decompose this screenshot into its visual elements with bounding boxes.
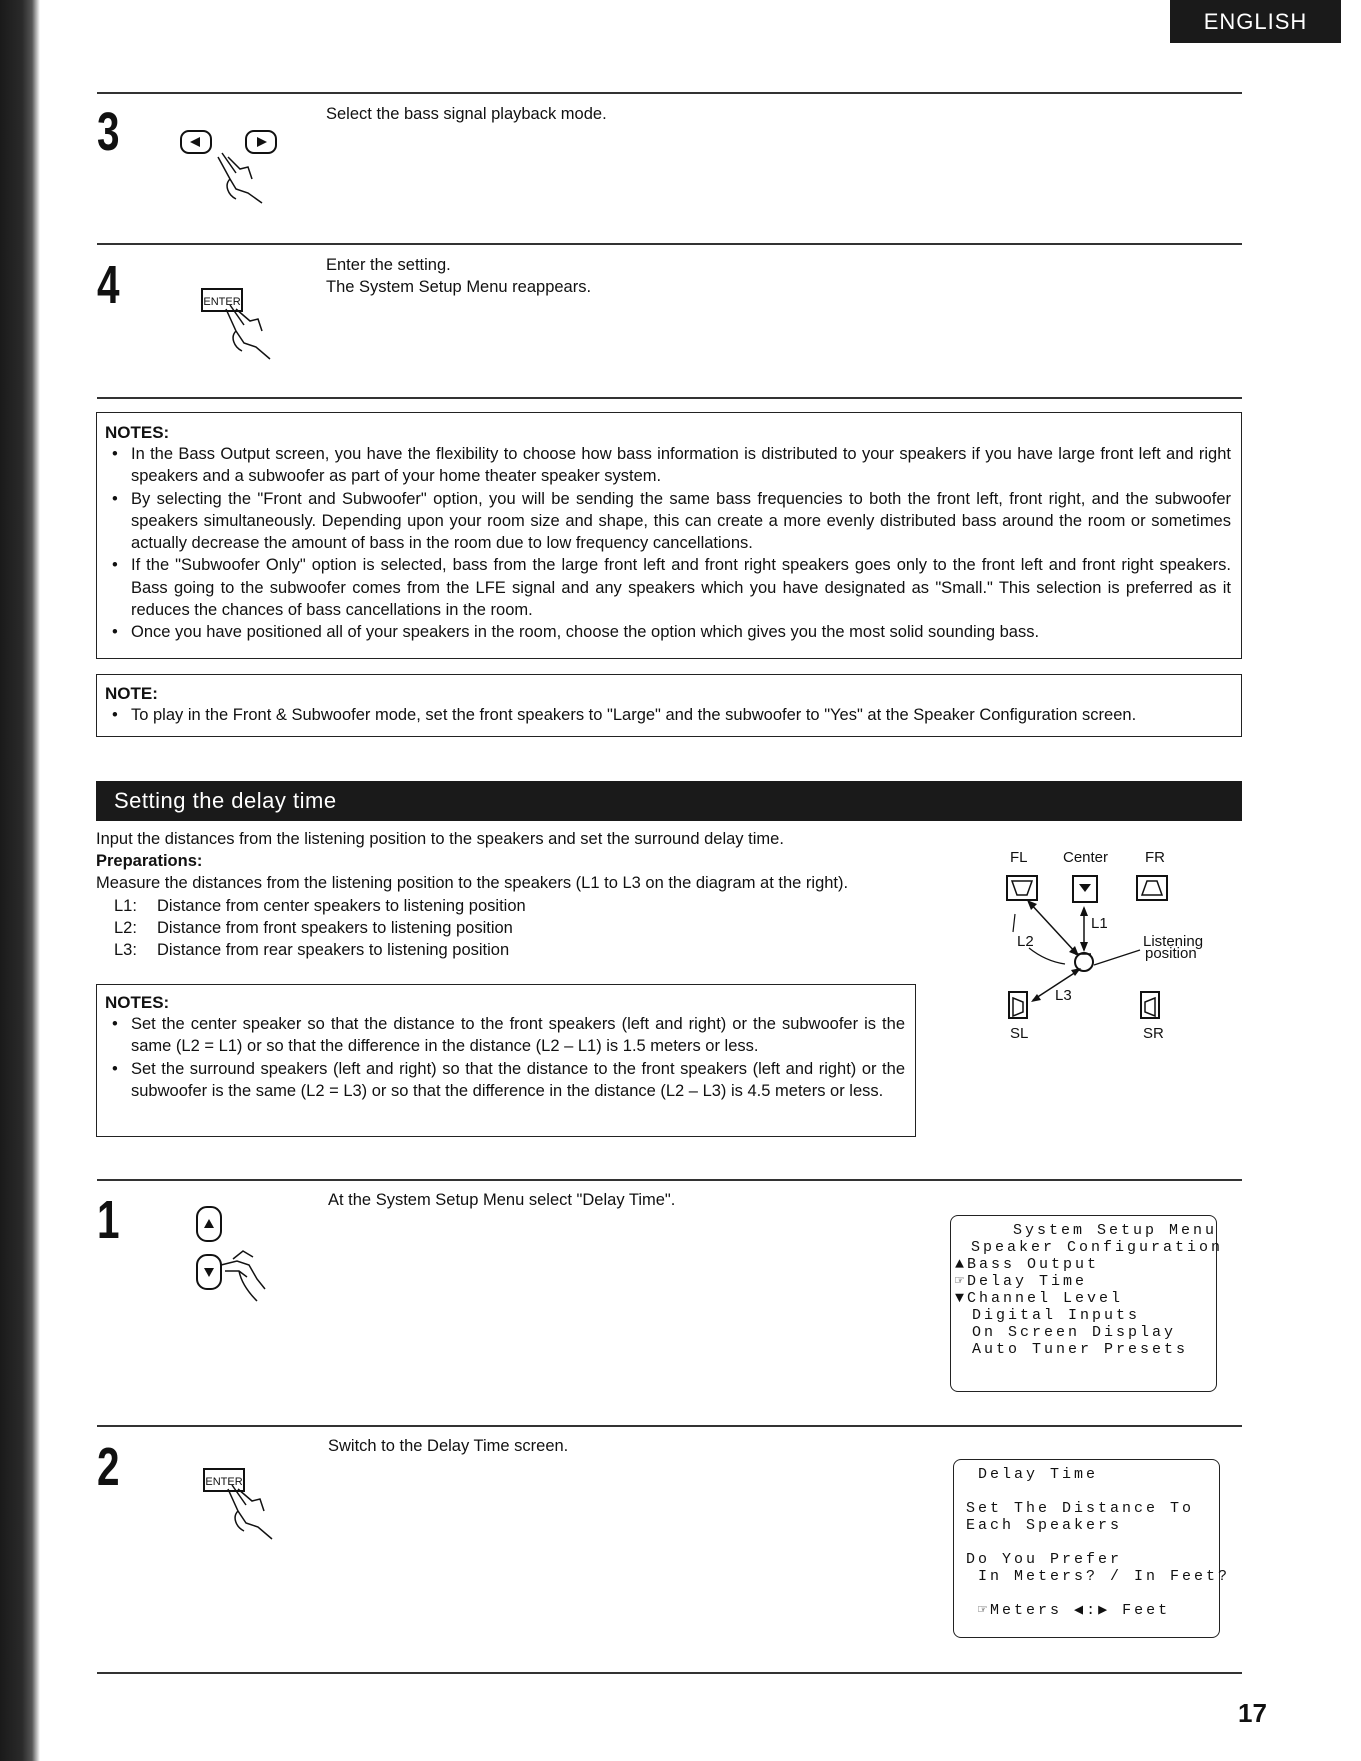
listening-position-icon [1075, 953, 1093, 971]
note-item: • Set the center speaker so that the distance to the front speakers (left and right) or the subwoofer is the same (L2 = L1) or so that the difference in the distance (L2 – L1) is 1.5 meters or less. [131, 1013, 905, 1058]
notes-title: NOTES: [105, 423, 170, 442]
divider [97, 1672, 1242, 1674]
note-box [96, 674, 1242, 737]
listening-label-line1: Listening [1143, 933, 1204, 950]
sr-label: SR [1143, 1025, 1164, 1040]
preparations-label: Preparations: [96, 852, 203, 870]
osd-line: Speaker Configuration [971, 1239, 1224, 1256]
step-number: 3 [97, 102, 120, 162]
speaker-layout-diagram [995, 840, 1235, 1045]
divider [97, 1425, 1242, 1427]
osd-line: ▼Channel Level [955, 1290, 1124, 1307]
note-title: NOTE: [105, 684, 158, 703]
enter-label: ENTER [203, 296, 241, 308]
step-3-text: Select the bass signal playback mode. [326, 105, 607, 123]
osd-line: Auto Tuner Presets [960, 1341, 1189, 1358]
distance-label: L3: [114, 941, 137, 959]
sl-label: SL [1010, 1025, 1029, 1040]
note-item: • By selecting the "Front and Subwoofer" option, you will be sending the same bass frequencies to both the front left, front right, and the subwoofer speakers simultaneously. Depending upon your room size and shape, this can create a more evenly distributed bass around the room or sometimes actually decrease the amount of bass in the room due to low frequency cancellations. [131, 488, 1231, 555]
note-item: • If the "Subwoofer Only" option is selected, bass from the large front left and front right speakers goes only to the front left and front right speakers. Bass going to the subwoofer comes from the LFE signal and any speakers which you have designated as "Small." This selection is preferred as it reduces the chances of bass cancellations in the room. [131, 554, 1231, 621]
section-title: Setting the delay time [96, 781, 1242, 821]
enter-label: ENTER [205, 1476, 243, 1488]
step-2-text: Switch to the Delay Time screen. [328, 1437, 569, 1455]
center-label: Center [1063, 849, 1109, 866]
fr-speaker-icon [1137, 876, 1167, 900]
notes-box-delay [96, 984, 916, 1137]
step-4-text-line1: Enter the setting. [326, 256, 451, 274]
osd-line: System Setup Menu [989, 1222, 1218, 1239]
osd-line: ☞Meters ◀:▶ Feet [966, 1602, 1171, 1619]
note-item: • In the Bass Output screen, you have the flexibility to choose how bass information is distributed to your speakers if you have large front left and right speakers and a subwoofer as part of your home theater speaker system. [131, 443, 1231, 488]
listening-label-line2: position [1145, 945, 1197, 962]
divider [97, 243, 1242, 245]
step-number: 2 [97, 1437, 120, 1497]
osd-line: Do You Prefer [966, 1551, 1123, 1568]
up-down-buttons-hand-icon [193, 1205, 293, 1320]
step-number: 4 [97, 255, 120, 315]
page-binding-edge [0, 0, 40, 1761]
language-tab: ENGLISH [1170, 0, 1341, 43]
divider [97, 397, 1242, 399]
fl-speaker-icon [1007, 876, 1037, 900]
left-right-buttons-hand-icon [178, 127, 293, 212]
step-1-text: At the System Setup Menu select "Delay Time". [328, 1191, 676, 1209]
enter-button-hand-icon [200, 285, 290, 370]
sl-speaker-icon [1009, 992, 1027, 1018]
step-4-text-line2: The System Setup Menu reappears. [326, 278, 592, 296]
osd-line: ☞Delay Time [955, 1273, 1088, 1290]
sr-speaker-icon [1141, 992, 1159, 1018]
distance-text: Distance from rear speakers to listening position [157, 941, 510, 959]
distance-text: Distance from center speakers to listening position [157, 897, 526, 915]
osd-line [966, 1483, 1219, 1500]
l2-label: L2 [1017, 933, 1034, 950]
osd-system-setup-menu [950, 1215, 1224, 1392]
distance-label: L2: [114, 919, 137, 937]
distance-text: Distance from front speakers to listening position [157, 919, 513, 937]
osd-line: Each Speakers [966, 1517, 1123, 1534]
preparations-text: Measure the distances from the listening position to the speakers (L1 to L3 on the diagram at the right). [96, 874, 849, 892]
osd-line: ▲Bass Output [955, 1256, 1100, 1273]
note-item: • To play in the Front & Subwoofer mode, set the front speakers to "Large" and the subwoofer to "Yes" at the Speaker Configuration screen. [131, 704, 1235, 726]
divider [97, 92, 1242, 94]
l3-label: L3 [1055, 987, 1072, 1004]
osd-line [966, 1585, 1219, 1602]
osd-line [966, 1534, 1219, 1551]
page-number: 17 [1238, 1698, 1267, 1728]
section-intro: Input the distances from the listening position to the speakers and set the surround delay time. [96, 830, 784, 848]
osd-line: Delay Time [966, 1466, 1099, 1483]
l1-label: L1 [1091, 915, 1108, 932]
osd-line: In Meters? / In Feet? [966, 1568, 1231, 1585]
osd-line: Digital Inputs [960, 1307, 1141, 1324]
enter-button-hand-icon [202, 1465, 292, 1550]
center-speaker-icon [1073, 876, 1097, 902]
distance-item [114, 939, 509, 961]
notes-box [96, 412, 1242, 659]
fl-label: FL [1010, 849, 1028, 866]
notes-title: NOTES: [105, 993, 170, 1012]
note-item: • Set the surround speakers (left and right) so that the distance to the front speakers (left and right) or the subwoofer is the same (L2 = L3) or so that the difference in the distance (L2 – L3) is 4.5 meters or less. [131, 1058, 905, 1103]
step-number: 1 [97, 1190, 120, 1250]
fr-label: FR [1145, 849, 1165, 866]
distance-item [114, 917, 513, 939]
distance-label: L1: [114, 897, 137, 915]
distance-item [114, 895, 526, 917]
osd-delay-time-screen [953, 1459, 1231, 1638]
osd-line: Set The Distance To [966, 1500, 1195, 1517]
divider [97, 1179, 1242, 1181]
osd-line: On Screen Display [960, 1324, 1177, 1341]
note-item: • Once you have positioned all of your speakers in the room, choose the option which gives you the most solid sounding bass. [131, 621, 1231, 643]
